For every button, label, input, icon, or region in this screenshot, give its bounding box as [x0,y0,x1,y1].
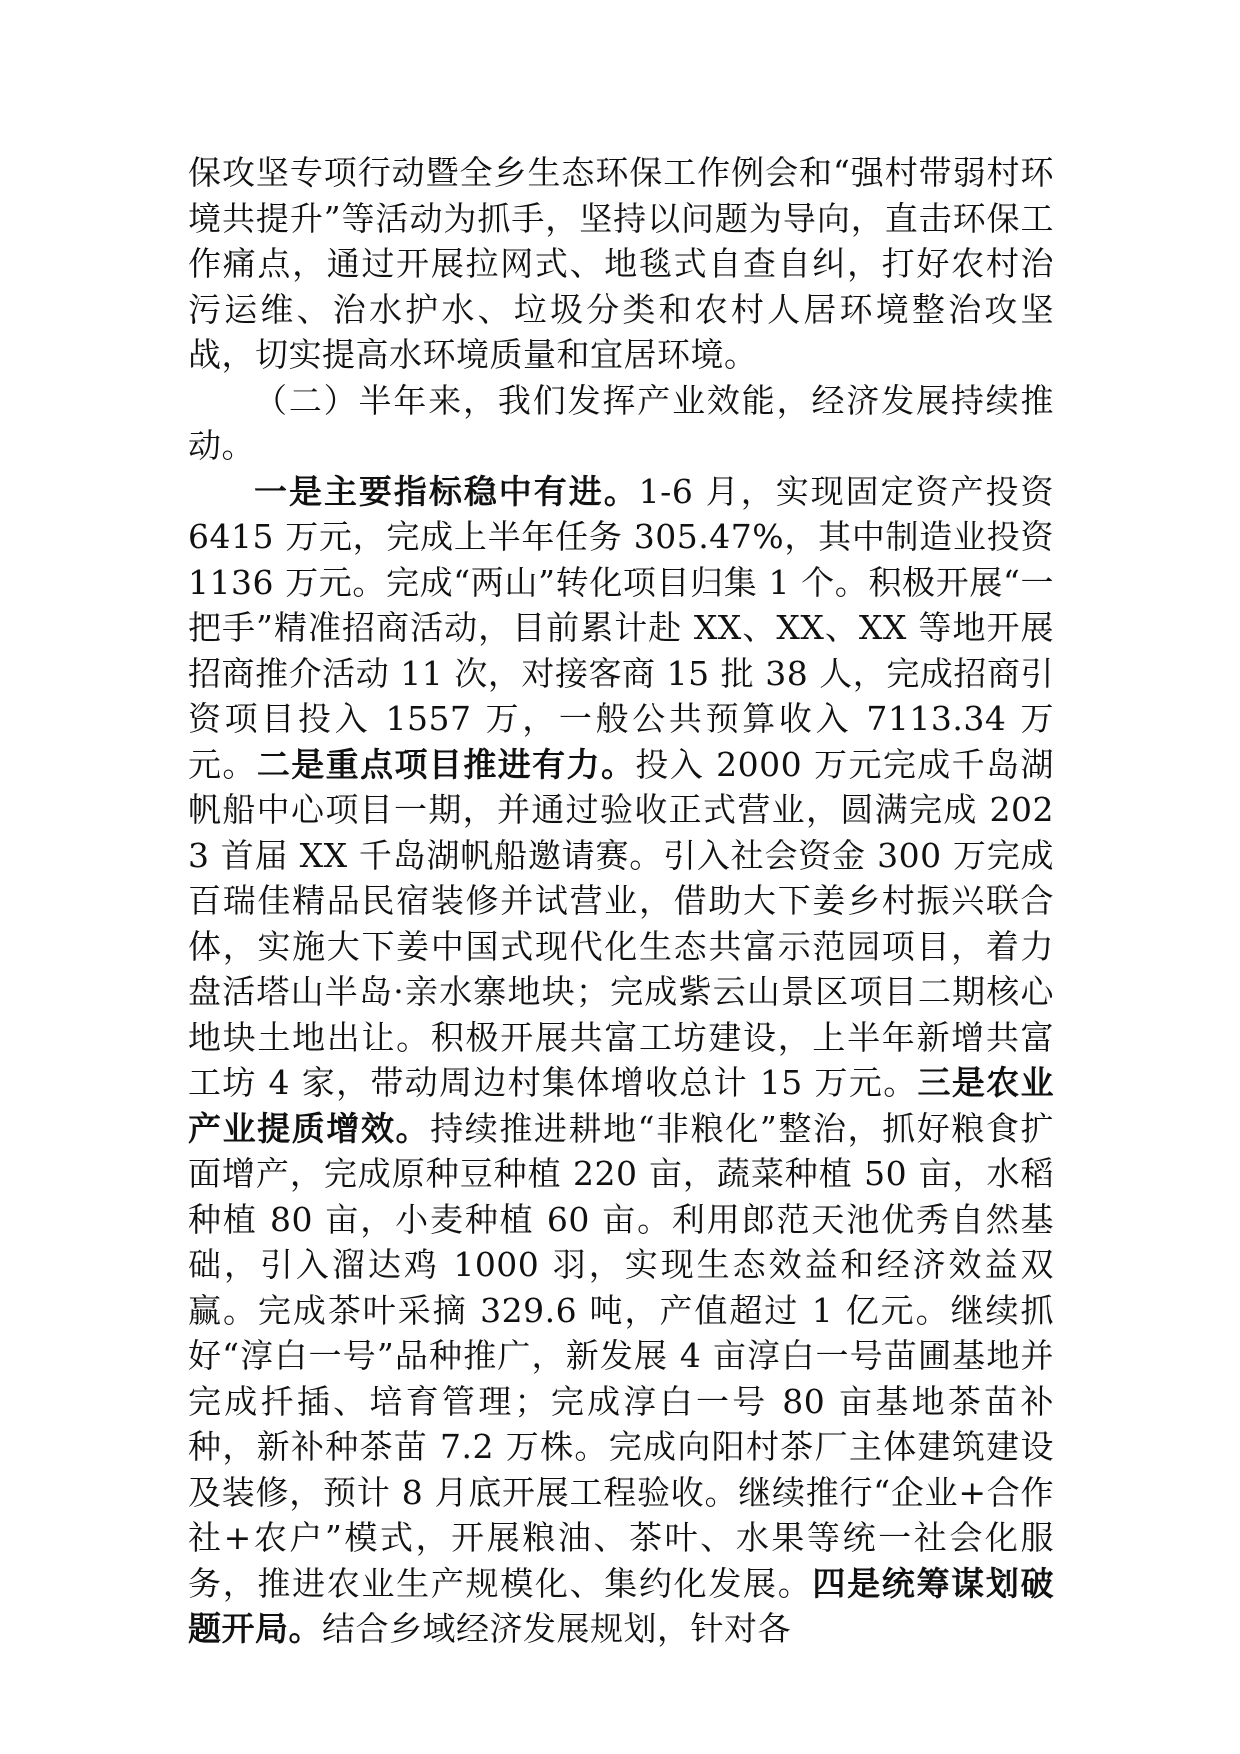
bold-lead-planning: 四是统筹谋划破题开局。 [188,1563,1054,1648]
paragraph-text: 投入 2000 万元完成千岛湖帆船中心项目一期，并通过验收正式营业，圆满完成 2023 首届 XX 千岛湖帆船邀请赛。引入社会资金 300 万完成百瑞佳精品民宿装修并试营业，借助大下姜乡村振兴联合体，实施大下姜中国式现代化生态共富示范园项目，着力盘活塔山半岛·亲水寨地块；完成紫云山景区项目二期核心地块土地出让。积极开展共富工坊建设，上半年新增共富工坊 4 家，带动周边村集体增收总计 15 万元。 [188,744,1055,1102]
paragraph-text: 1-6 月，实现固定资产投资 6415 万元，完成上半年任务 305.47%，其中制造业投资 1136 万元。完成“两山”转化项目归集 1 个。积极开展“一把手”精准招商活动，目前累计赴 XX、XX、XX 等地开展招商推介活动 11 次，对接客商 15 批 38 人，完成招商引资项目投入 1557 万，一般公共预算收入 7113.34 万元。 [188,471,1054,784]
paragraph-environment [188,150,1054,378]
paragraph-industry-details [188,469,1054,1652]
paragraph-text: 保攻坚专项行动暨全乡生态环保工作例会和“强村带弱村环境共提升”等活动为抓手，坚持以问题为导向，直击环保工作痛点，通过开展拉网式、地毯式自查自纠，打好农村治污运维、治水护水、垃圾分类和农村人居环境整治攻坚战，切实提高水环境质量和宜居环境。 [188,153,1054,374]
paragraph-text: 结合乡域经济发展规划，针对各 [322,1609,791,1648]
bold-lead-key-projects: 二是重点项目推进有力。 [256,744,636,784]
section-heading-text: （二）半年来，我们发挥产业效能，经济发展持续推动。 [188,380,1054,465]
bold-lead-indicators: 一是主要指标稳中有进。 [254,471,639,511]
paragraph-text: 持续推进耕地“非粮化”整治，抓好粮食扩面增产，完成原种豆种植 220 亩，蔬菜种植 50 亩，水稻种植 80 亩，小麦种植 60 亩。利用郎范天池优秀自然基础，引入溜达鸡 1000 羽，实现生态效益和经济效益双赢。完成茶叶采摘 329.6 吨，产值超过 1 亿元。继续抓好“淳白一号”品种推广，新发展 4 亩淳白一号苗圃基地并完成扦插、培育管理；完成淳白一号 80 亩基地茶苗补种，新补种茶苗 7.2 万株。完成向阳村茶厂主体建筑建设及装修，预计 8 月底开展工程验收。继续推行“企业+合作社+农户”模式，开展粮油、茶叶、水果等统一社会化服务，推进农业生产规模化、集约化发展。 [188,1108,1055,1603]
bold-lead-agriculture: 三是农业产业提质增效。 [188,1063,1054,1148]
document-page [188,150,1054,1652]
section-heading-industry [188,378,1054,469]
